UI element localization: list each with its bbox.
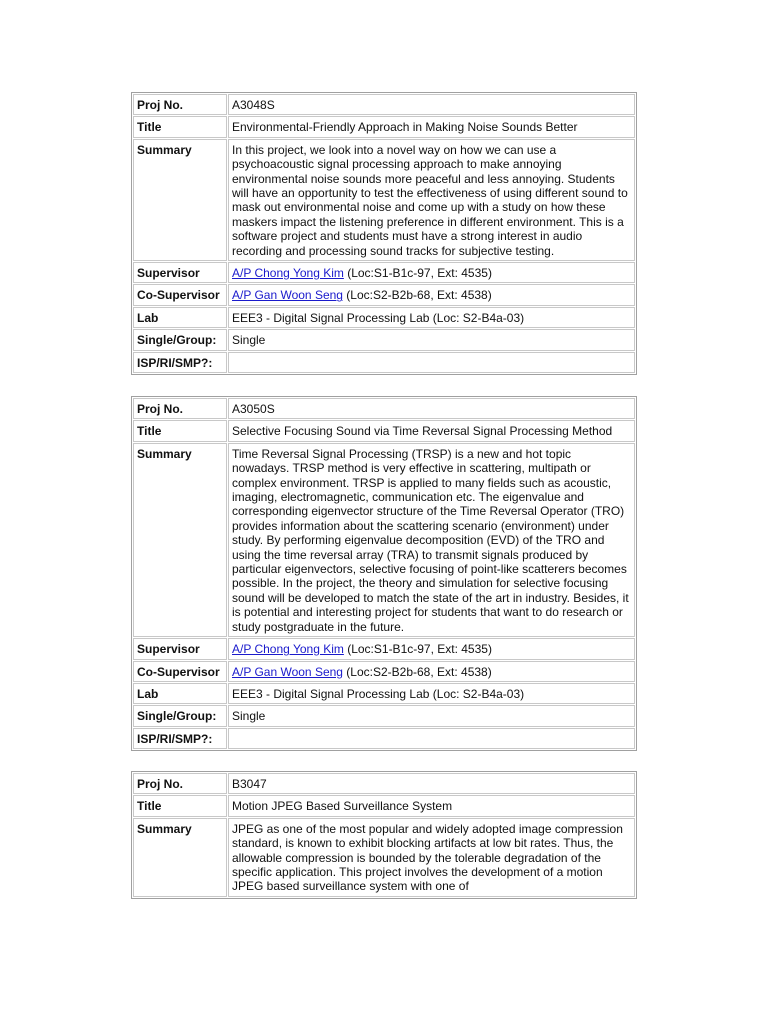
project-table [131, 92, 637, 375]
title-value: Motion JPEG Based Surveillance System [228, 795, 635, 816]
supervisor-label: Supervisor [133, 638, 227, 659]
single-group-label: Single/Group: [133, 705, 227, 726]
title-value: Environmental-Friendly Approach in Making Noise Sounds Better [228, 116, 635, 137]
proj-no-row [133, 94, 635, 115]
title-row [133, 420, 635, 441]
isp-value [228, 728, 635, 749]
lab-label: Lab [133, 683, 227, 704]
supervisor-row [133, 262, 635, 283]
project-table [131, 771, 637, 899]
proj-no-value: B3047 [228, 773, 635, 794]
supervisor-value [228, 638, 635, 659]
summary-label: Summary [133, 139, 227, 261]
summary-value: JPEG as one of the most popular and widely adopted image compression standard, is known to exhibit blocking artifacts at low bit rates. Thus, the allowable compression is bounded by the tolerable degradation of the specific application. This project involves the development of a motion JPEG based surveillance system with one of [228, 818, 635, 897]
co-supervisor-value [228, 661, 635, 682]
proj-no-value: A3050S [228, 398, 635, 419]
lab-value: EEE3 - Digital Signal Processing Lab (Loc: S2-B4a-03) [228, 683, 635, 704]
isp-label: ISP/RI/SMP?: [133, 352, 227, 373]
supervisor-label: Supervisor [133, 262, 227, 283]
summary-label: Summary [133, 443, 227, 637]
supervisor-location: (Loc:S1-B1c-97, Ext: 4535) [343, 642, 492, 657]
summary-row [133, 139, 635, 261]
isp-value [228, 352, 635, 373]
isp-row [133, 352, 635, 373]
title-label: Title [133, 420, 227, 441]
title-label: Title [133, 116, 227, 137]
co-supervisor-label: Co-Supervisor [133, 661, 227, 682]
title-row [133, 795, 635, 816]
co-supervisor-link[interactable]: A/P Gan Woon Seng [232, 664, 343, 679]
summary-row [133, 443, 635, 637]
single-group-row [133, 705, 635, 726]
lab-value: EEE3 - Digital Signal Processing Lab (Loc: S2-B4a-03) [228, 307, 635, 328]
supervisor-value [228, 262, 635, 283]
co-supervisor-location: (Loc:S2-B2b-68, Ext: 4538) [342, 288, 492, 303]
title-label: Title [133, 795, 227, 816]
co-supervisor-row [133, 661, 635, 682]
summary-value: In this project, we look into a novel way on how we can use a psychoacoustic signal processing approach to make annoying environmental noise sounds more peaceful and less annoying. Students will have an opportunity to test the effectiveness of using different sound to mask out environmental noise and come up with a study on how these maskers impact the listening preference in different environment. This is a software project and students must have a strong interest in audio recording and processing sound tracks for subjective testing. [228, 139, 635, 261]
summary-value: Time Reversal Signal Processing (TRSP) is a new and hot topic nowadays. TRSP method is very effective in scattering, multipath or complex environment. TRSP is applied to many fields such as acoustic, imaging, electromagnetic, communication etc. The eigenvalue and corresponding eigenvector structure of the Time Reversal Operator (TRO) provides information about the scattering scenario (environment) under study. By performing eigenvalue decomposition (EVD) of the TRO and using the time reversal array (TRA) to transmit signals produced by particular eigenvectors, selective focusing of point-like scatterers becomes possible. In the project, the theory and simulation for selective focusing sound will be developed to match the state of the art in industry. Besides, it is potential and interesting project for students that want to do research or study postgraduate in the future. [228, 443, 635, 637]
isp-row [133, 728, 635, 749]
lab-label: Lab [133, 307, 227, 328]
proj-no-row [133, 398, 635, 419]
project-table [131, 396, 637, 751]
proj-no-label: Proj No. [133, 94, 227, 115]
supervisor-row [133, 638, 635, 659]
proj-no-label: Proj No. [133, 773, 227, 794]
co-supervisor-location: (Loc:S2-B2b-68, Ext: 4538) [342, 664, 492, 679]
single-group-label: Single/Group: [133, 329, 227, 350]
co-supervisor-row [133, 284, 635, 305]
lab-row [133, 307, 635, 328]
supervisor-location: (Loc:S1-B1c-97, Ext: 4535) [343, 266, 492, 281]
title-row [133, 116, 635, 137]
isp-label: ISP/RI/SMP?: [133, 728, 227, 749]
single-group-row [133, 329, 635, 350]
summary-row [133, 818, 635, 897]
co-supervisor-link[interactable]: A/P Gan Woon Seng [232, 288, 343, 303]
co-supervisor-value [228, 284, 635, 305]
supervisor-link[interactable]: A/P Chong Yong Kim [232, 266, 344, 281]
co-supervisor-label: Co-Supervisor [133, 284, 227, 305]
title-value: Selective Focusing Sound via Time Reversal Signal Processing Method [228, 420, 635, 441]
summary-label: Summary [133, 818, 227, 897]
supervisor-link[interactable]: A/P Chong Yong Kim [232, 642, 344, 657]
single-group-value: Single [228, 329, 635, 350]
proj-no-label: Proj No. [133, 398, 227, 419]
proj-no-row [133, 773, 635, 794]
lab-row [133, 683, 635, 704]
proj-no-value: A3048S [228, 94, 635, 115]
single-group-value: Single [228, 705, 635, 726]
